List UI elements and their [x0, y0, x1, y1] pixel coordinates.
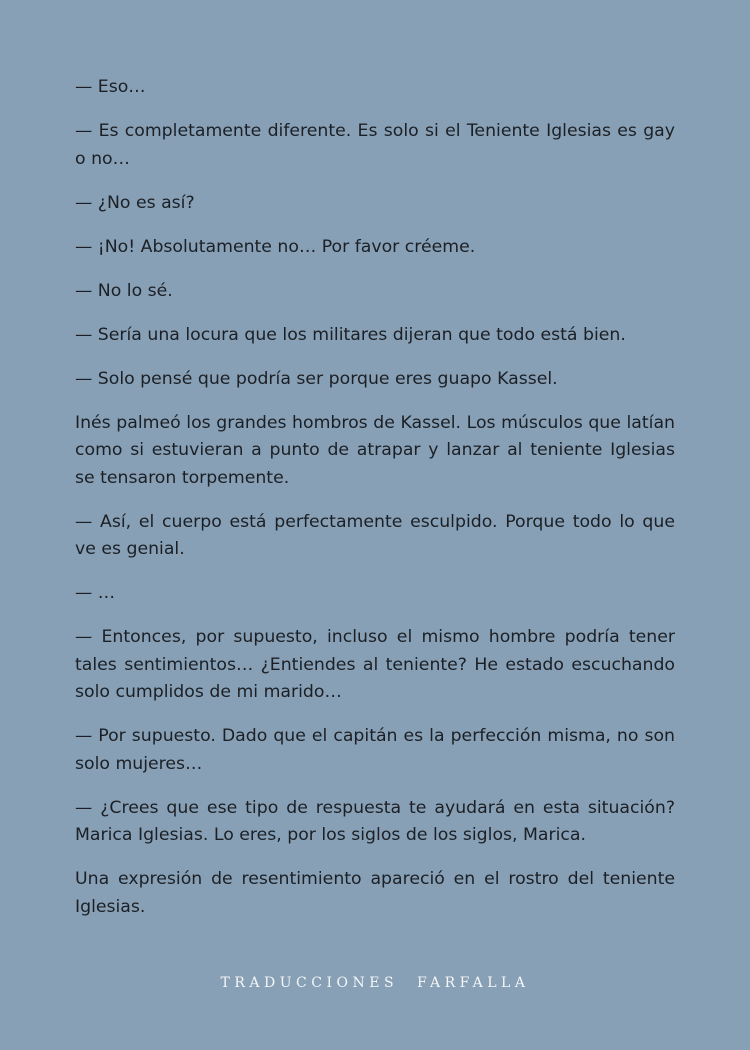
paragraph: — ¿No es así? [75, 192, 195, 213]
paragraph: — No lo sé. [75, 280, 173, 301]
paragraph: — Por supuesto. Dado que el capitán es la perfección misma, no son solo mujeres… [75, 726, 675, 774]
paragraph: — Sería una locura que los militares dijeran que todo está bien. [75, 324, 626, 345]
paragraph: — Así, el cuerpo está perfectamente esculpido. Porque todo lo que ve es genial. [75, 511, 675, 559]
footer-credit: TRADUCCIONES FARFALLA [220, 975, 530, 991]
paragraph: Una expresión de resentimiento apareció en el rostro del teniente Iglesias. [75, 869, 675, 917]
paragraph: — ¿Crees que ese tipo de respuesta te ayudará en esta situación? Marica Iglesias. Lo eres, por los siglos de los siglos, Marica. [75, 797, 675, 845]
paragraph: — Eso… [75, 77, 146, 97]
paragraph: — … [75, 583, 116, 603]
page-body [75, 74, 675, 938]
paragraph: — ¡No! Absolutamente no… Por favor créeme. [75, 236, 476, 257]
paragraph: Inés palmeó los grandes hombros de Kassel. Los músculos que latían como si estuvieran a punto de atrapar y lanzar al teniente Iglesias se tensaron torpemente. [75, 412, 675, 488]
paragraph: — Es completamente diferente. Es solo si el Teniente Iglesias es gay o no… [75, 121, 675, 169]
paragraph: — Entonces, por supuesto, incluso el mismo hombre podría tener tales sentimientos… ¿Entiendes al teniente? He estado escuchando solo cumplidos de mi marido… [75, 627, 675, 702]
paragraph: — Solo pensé que podría ser porque eres guapo Kassel. [75, 368, 558, 389]
